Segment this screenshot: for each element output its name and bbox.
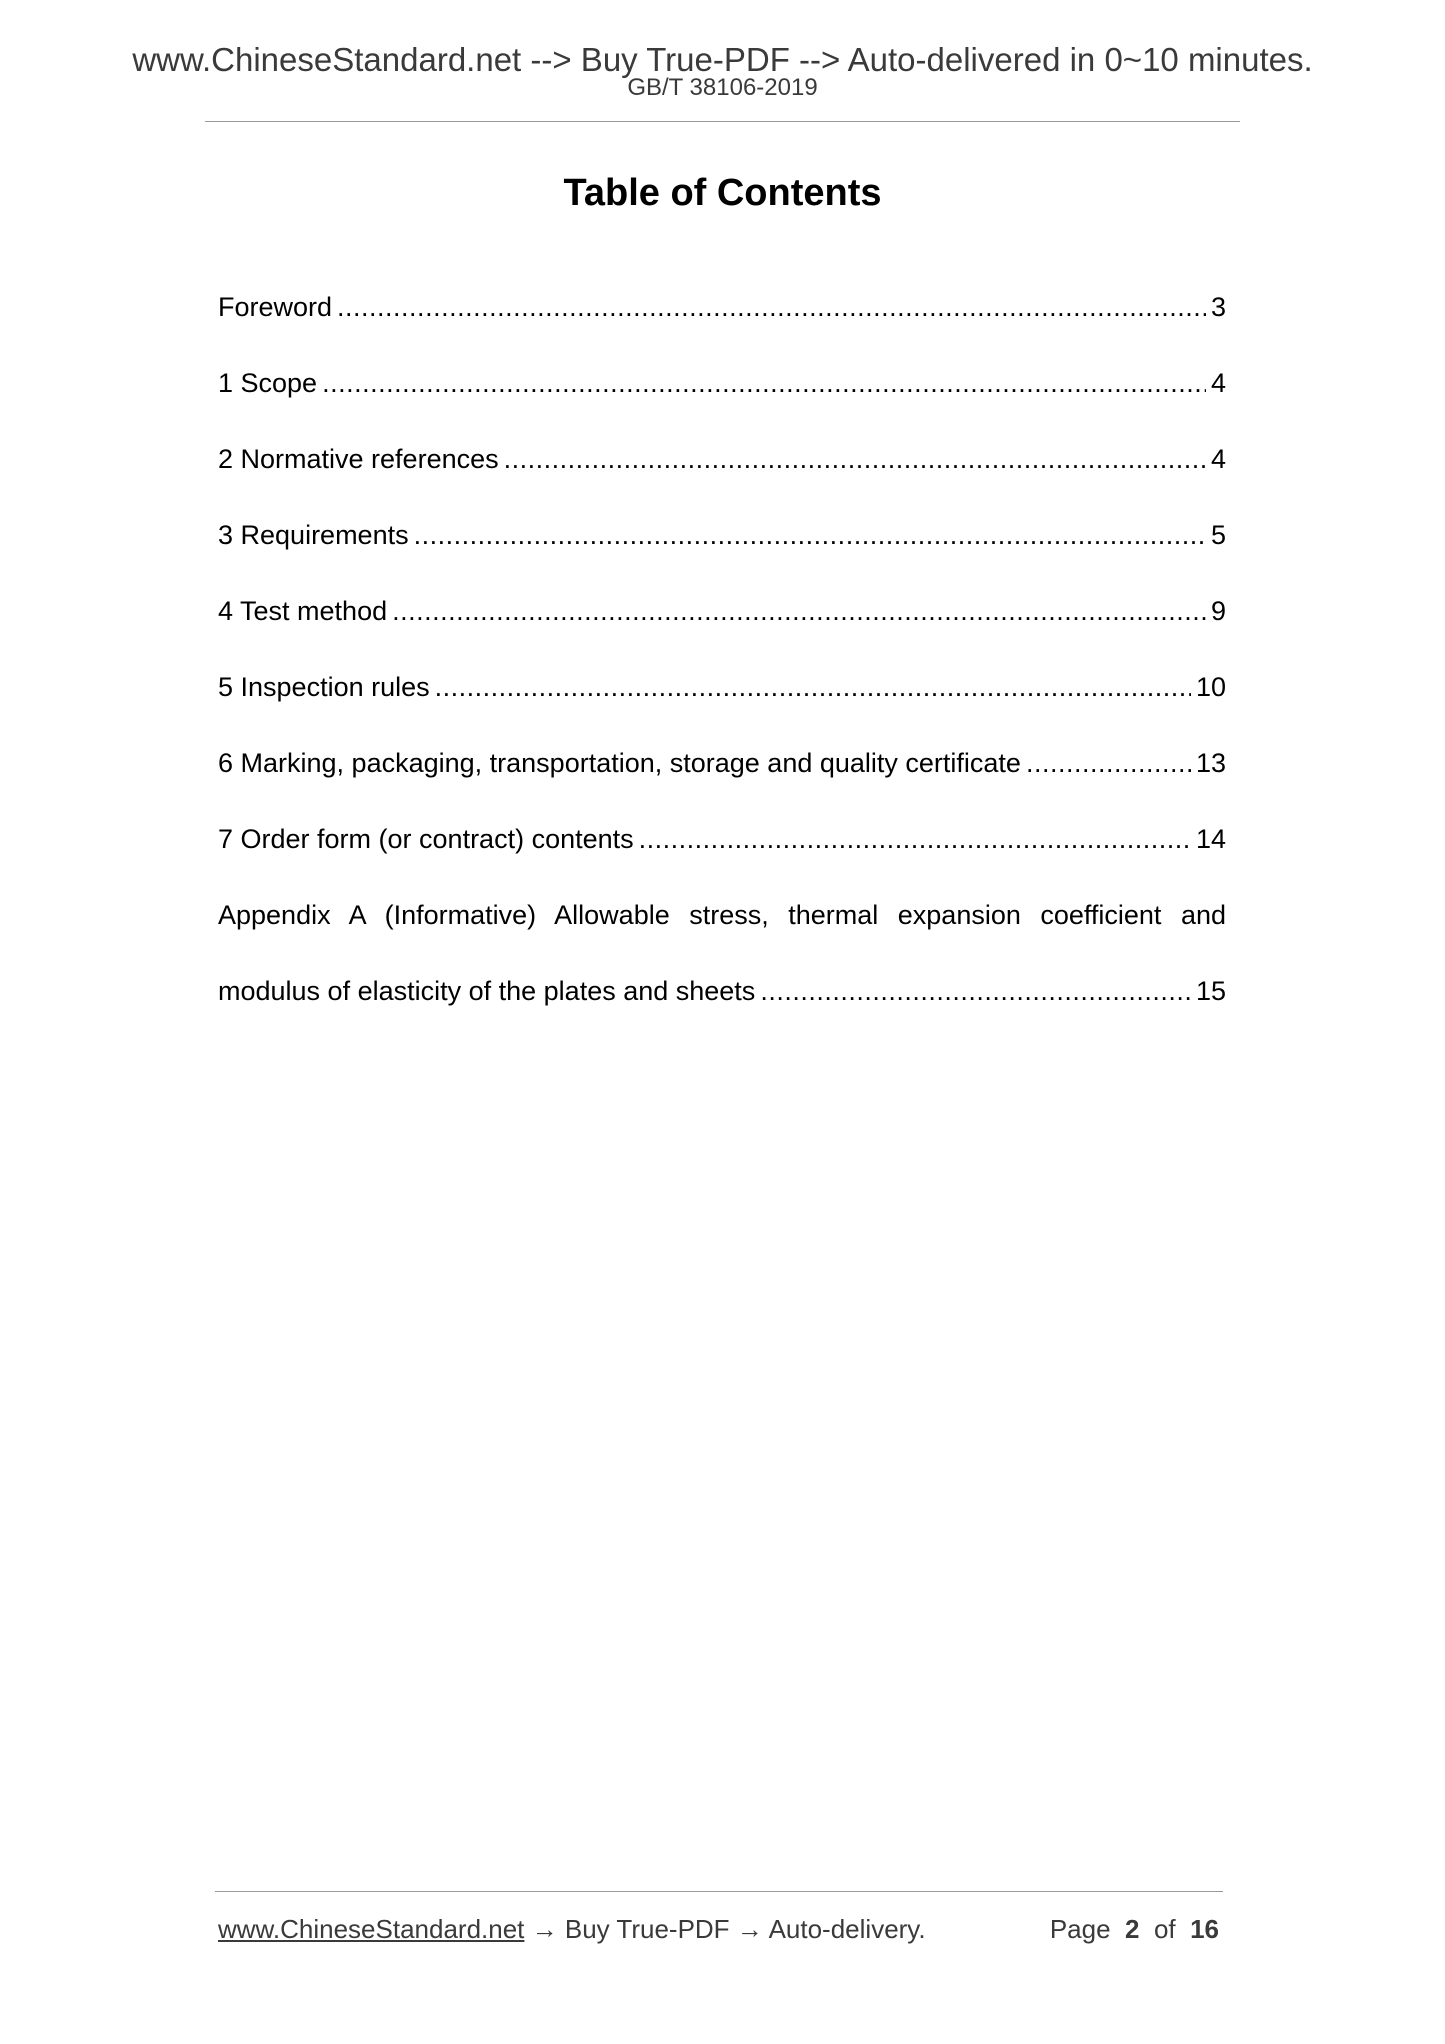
toc-entry-order-form[interactable] <box>218 819 1226 895</box>
toc-entry-label: Appendix A (Informative) Allowable stress, thermal expansion coefficient and <box>218 900 1226 930</box>
top-banner: www.ChineseStandard.net --> Buy True-PDF --> Auto-delivered in 0~10 minutes. <box>132 41 1313 78</box>
toc-leader-dots <box>392 591 1206 631</box>
toc-leader-dots <box>322 363 1206 403</box>
toc-entry-test-method[interactable] <box>218 591 1226 667</box>
toc-entry-scope[interactable] <box>218 363 1226 439</box>
toc-entry-page: 4 <box>1210 368 1226 398</box>
toc-entry-label: 1 Scope <box>218 368 318 398</box>
toc-entry-page: 13 <box>1195 748 1226 778</box>
toc-entry-label: Foreword <box>218 292 333 322</box>
toc-entry-page: 14 <box>1195 824 1226 854</box>
toc-entry-page: 10 <box>1195 672 1226 702</box>
toc-entry-appendix-a-continued[interactable] <box>218 971 1226 1047</box>
toc-entry-page: 15 <box>1195 976 1226 1006</box>
toc-entry-label: 7 Order form (or contract) contents <box>218 824 634 854</box>
toc-entry-page: 3 <box>1210 292 1226 322</box>
toc-entry-appendix-a[interactable] <box>218 895 1226 971</box>
toc-leader-dots <box>435 667 1191 707</box>
toc-leader-dots <box>1026 743 1191 783</box>
toc-list <box>218 287 1226 1047</box>
page-word: Page <box>1049 1914 1111 1944</box>
toc-entry-normative-references[interactable] <box>218 439 1226 515</box>
current-page-number: 2 <box>1125 1914 1140 1944</box>
toc-leader-dots <box>414 515 1206 555</box>
toc-entry-label: modulus of elasticity of the plates and sheets <box>218 976 756 1006</box>
toc-leader-dots <box>639 819 1191 859</box>
toc-entry-label: 6 Marking, packaging, transportation, storage and quality certificate <box>218 748 1021 778</box>
toc-entry-page: 9 <box>1210 596 1226 626</box>
toc-leader-dots <box>760 971 1191 1011</box>
page-footer <box>218 1911 1228 1947</box>
toc-entry-marking[interactable] <box>218 743 1226 819</box>
toc-leader-dots <box>337 287 1206 327</box>
page-indicator <box>1050 1911 1219 1947</box>
page-title: Table of Contents <box>563 172 882 214</box>
footer-tagline: → Buy True-PDF → Auto-delivery. <box>524 1914 926 1944</box>
footer-site-link[interactable]: www.ChineseStandard.net <box>218 1914 525 1944</box>
page-of-word: of <box>1153 1914 1176 1944</box>
toc-leader-dots <box>504 439 1206 479</box>
toc-entry-foreword[interactable] <box>218 287 1226 363</box>
toc-entry-label: 2 Normative references <box>218 444 499 474</box>
document-code: GB/T 38106-2019 <box>627 74 818 101</box>
toc-entry-label: 3 Requirements <box>218 520 409 550</box>
toc-entry-label: 5 Inspection rules <box>218 672 430 702</box>
total-page-count: 16 <box>1190 1914 1219 1944</box>
footer-divider <box>215 1891 1223 1892</box>
toc-entry-page: 5 <box>1210 520 1226 550</box>
header-divider <box>205 121 1240 122</box>
toc-entry-requirements[interactable] <box>218 515 1226 591</box>
toc-entry-label: 4 Test method <box>218 596 388 626</box>
toc-entry-inspection-rules[interactable] <box>218 667 1226 743</box>
toc-entry-page: 4 <box>1210 444 1226 474</box>
